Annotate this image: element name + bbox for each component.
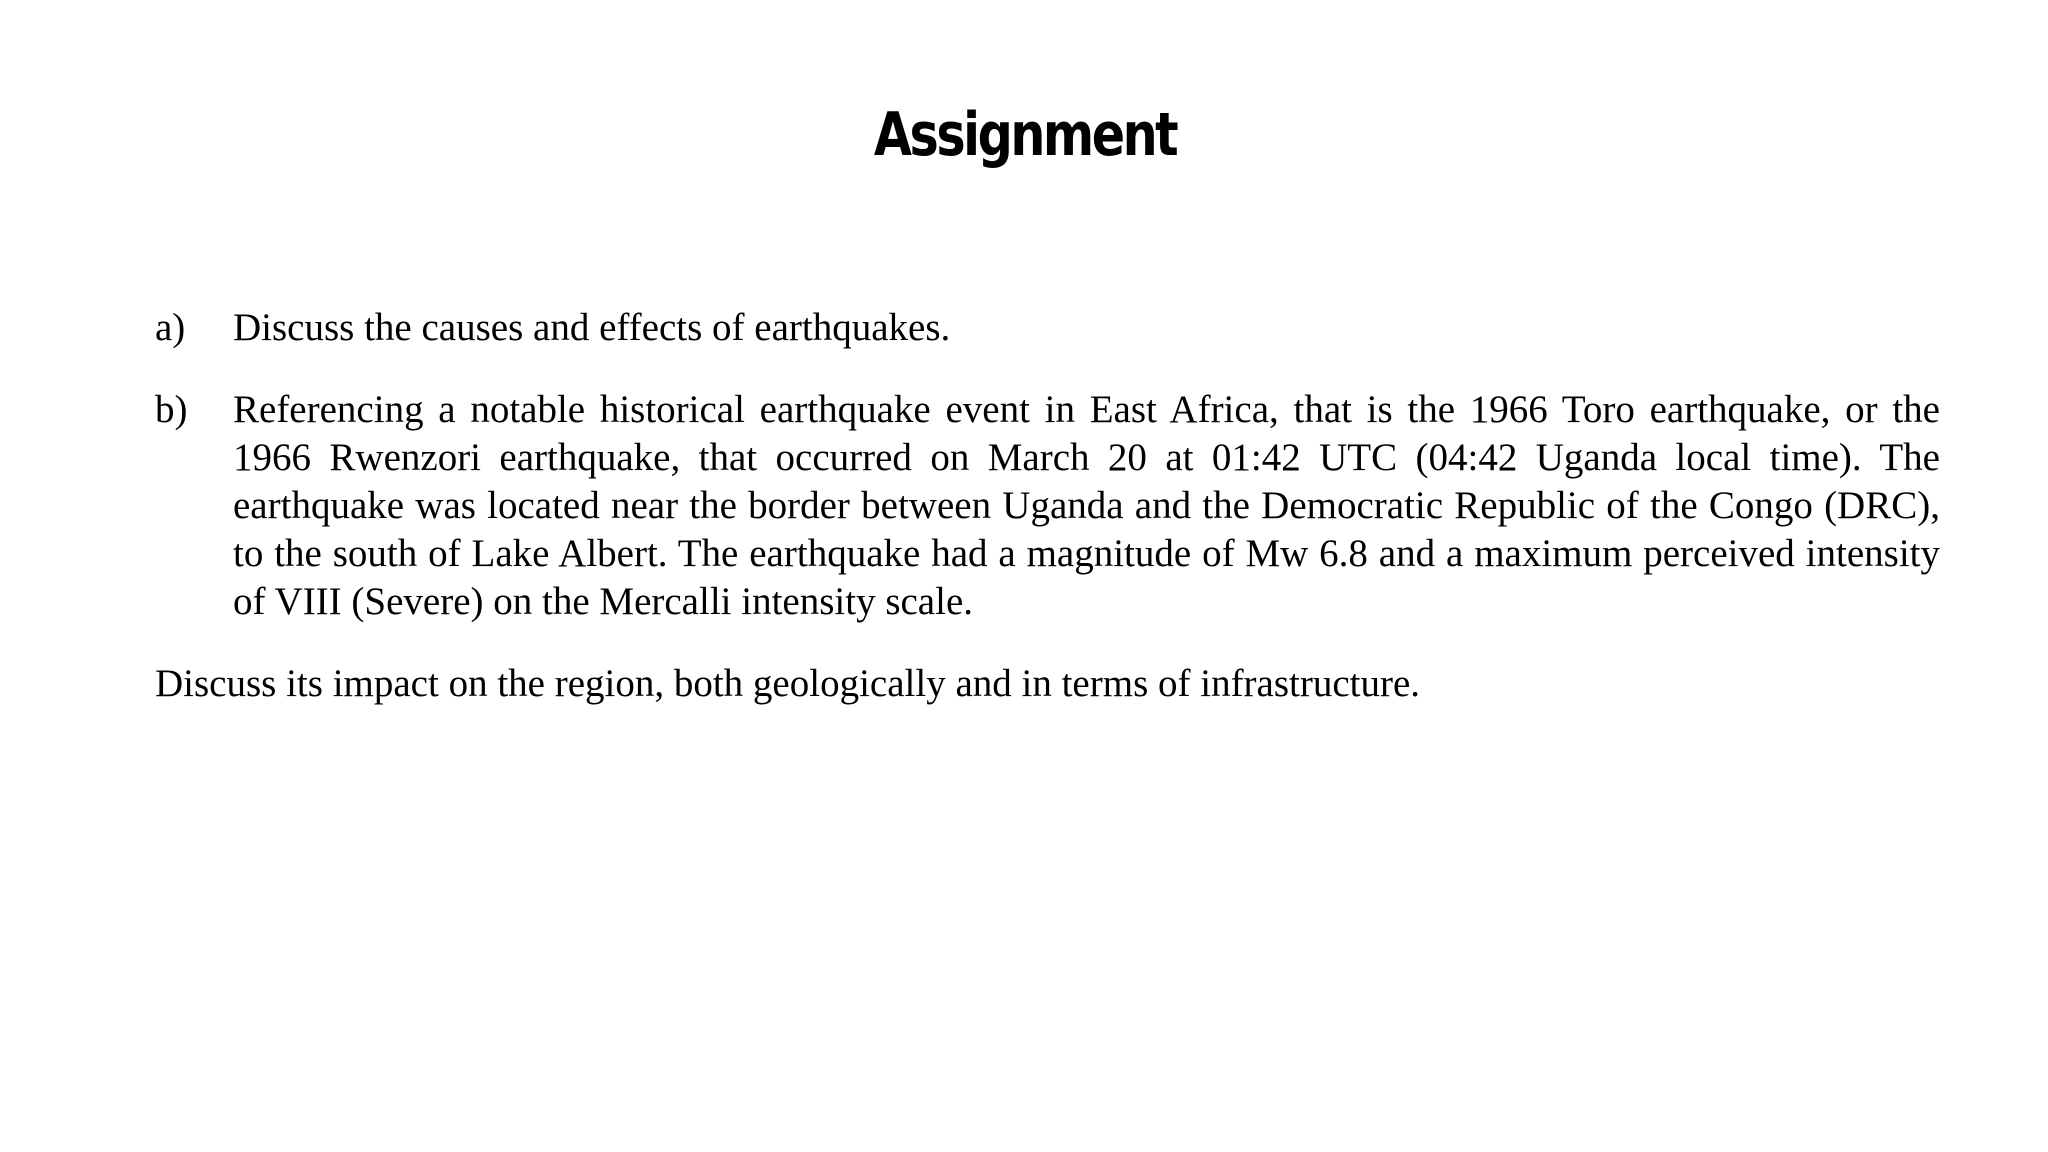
item-text-b: Referencing a notable historical earthquake event in East Africa, that is the 1966 Toro earthquake, or the 1966 Rwenzori earthquake, that occurred on March 20 at 01:42 UTC (04:42 Uganda local time). The earthquake was located near the border between Uganda and the Democratic Republic of the Congo (DRC), to the south of Lake Albert. The earthquake had a magnitude of Mw 6.8 and a maximum perceived intensity of VIII (Severe) on the Mercalli intensity scale.	[233, 388, 1940, 623]
item-marker-a: a)	[155, 306, 186, 349]
assignment-item-b	[155, 386, 1940, 626]
closing-instruction: Discuss its impact on the region, both geologically and in terms of infrastructure.	[155, 662, 1421, 705]
assignment-content	[155, 304, 1940, 708]
slide-title: Assignment	[873, 100, 1177, 170]
item-marker-b: b)	[155, 388, 188, 431]
item-text-a: Discuss the causes and effects of earthquakes.	[233, 306, 951, 349]
assignment-item-a	[155, 304, 1940, 352]
